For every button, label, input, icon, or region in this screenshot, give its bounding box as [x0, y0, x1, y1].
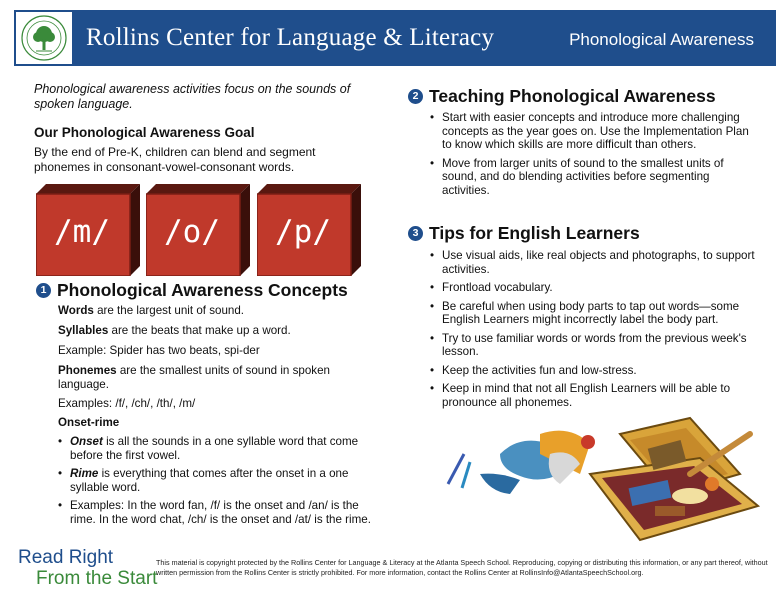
letter-cube-p [257, 184, 361, 276]
section3-title: Tips for English Learners [429, 223, 640, 243]
cube-label: /o/ [164, 214, 220, 250]
list-item: • Move from larger units of sound to the smallest units of sound, and do blending activities before segmenting activities. [430, 157, 760, 198]
section3-heading [408, 223, 640, 244]
definition: are the smallest units of sound in spoken language. [58, 364, 330, 391]
section1-heading [36, 280, 348, 301]
header-title: Rollins Center for Language & Literacy [86, 24, 495, 51]
syllables-definition [58, 324, 378, 338]
term: Rime [70, 467, 99, 480]
cube-label: /p/ [275, 214, 331, 250]
words-definition [58, 304, 378, 318]
letter-cube-m [36, 184, 140, 276]
suitcase-illustration [440, 414, 770, 546]
list-item [58, 499, 374, 526]
tree-icon [16, 12, 72, 64]
list-item: • Start with easier concepts and introduce more challenging concepts as the year goes on. Use the Implementation Plan to know which skills are more difficult than others. [430, 111, 760, 152]
intro-text: Phonological awareness activities focus on the sounds of spoken language. [34, 82, 351, 111]
item-text: Examples: In the word fan, /f/ is the onset and /an/ is the rime. In the word chat, /ch/ is the onset and /at/ is the rime. [70, 499, 371, 526]
definition: are the beats that make up a word. [108, 324, 291, 337]
section-number: 1 [36, 283, 51, 298]
example-phonemes: Examples: /f/, /ch/, /th/, /m/ [58, 397, 196, 410]
goal-text: By the end of Pre-K, children can blend and segment phonemes in consonant-vowel-consonant words. [34, 145, 316, 174]
goal-heading: Our Phonological Awareness Goal [34, 125, 255, 140]
cube-label: /m/ [54, 214, 110, 250]
item-text: is all the sounds in a one syllable word that come before the first vowel. [70, 435, 359, 462]
header-topic: Phonological Awareness [569, 30, 754, 49]
section1-title: Phonological Awareness Concepts [57, 280, 348, 300]
footer-logo-line1: Read Right [18, 547, 114, 568]
english-learners-list [430, 249, 760, 414]
list-item: • Use visual aids, like real objects and photographs, to support activities. [430, 249, 760, 276]
term: Syllables [58, 324, 109, 337]
list-item: • Be careful when using body parts to tap out words—some English Learners might incorrectly label the body part. [430, 300, 760, 327]
footer-logo-line2: From the Start [36, 568, 158, 589]
term: Words [58, 304, 94, 317]
letter-cube-o [146, 184, 250, 276]
copyright-notice: This material is copyright protected by the Rollins Center for Language & Literacy at the Atlanta Speech School. Reproducing, copying or distributing this information, or any part thereof, without written permission from the Rollins Center is strictly prohibited. For more information, contact the Rollins Center at RollinsInfo@AtlantaSpeechSchool.org. [156, 558, 768, 577]
list-item [58, 467, 374, 494]
section2-title: Teaching Phonological Awareness [429, 86, 716, 106]
list-item: • Frontload vocabulary. [430, 281, 760, 295]
onset-rime-list [58, 435, 374, 531]
section2-heading [408, 86, 716, 107]
phonemes-definition [58, 364, 378, 391]
section-number: 2 [408, 89, 423, 104]
list-item [58, 435, 374, 462]
definition: are the largest unit of sound. [93, 304, 245, 317]
teaching-list [430, 111, 760, 202]
section-number: 3 [408, 226, 423, 241]
page-header [0, 0, 776, 68]
list-item: • Keep in mind that not all English Learners will be able to pronounce all phonemes. [430, 382, 760, 409]
term: Phonemes [58, 364, 117, 377]
item-text: is everything that comes after the onset in a one syllable word. [70, 467, 349, 494]
onset-rime-heading: Onset-rime [58, 416, 120, 429]
school-logo [14, 10, 74, 66]
example-syllables: Example: Spider has two beats, spi-der [58, 344, 260, 357]
term: Onset [70, 435, 103, 448]
list-item: • Try to use familiar words or words from the previous week's lesson. [430, 332, 760, 359]
list-item: • Keep the activities fun and low-stress. [430, 364, 760, 378]
